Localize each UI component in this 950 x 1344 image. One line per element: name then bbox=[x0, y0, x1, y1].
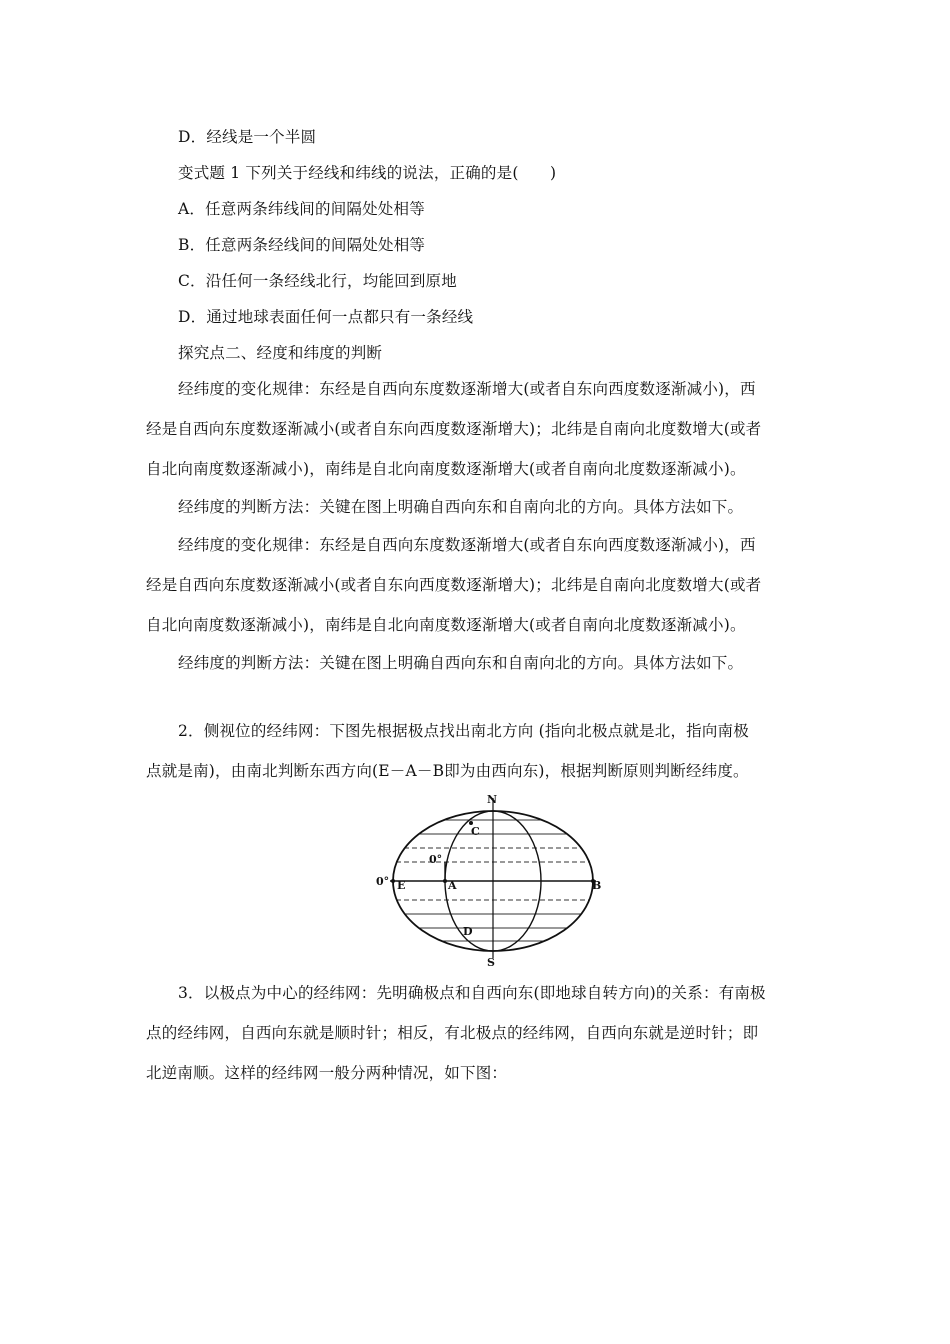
label-0deg-a: 0° bbox=[429, 853, 443, 866]
label-d: D bbox=[463, 925, 473, 938]
para-rule-2-cont2: 自北向南度数逐渐减小)，南纬是自北向南度数逐渐增大(或者自南向北度数逐渐减小)。 bbox=[146, 616, 746, 634]
para-rule-2: 经纬度的变化规律：东经是自西向东度数逐渐增大(或者自东向西度数逐渐减小)，西 bbox=[178, 536, 756, 554]
label-e: E bbox=[397, 879, 406, 892]
para-method-1: 经纬度的判断方法：关键在图上明确自西向东和自南向北的方向。具体方法如下。 bbox=[178, 498, 744, 516]
label-a: A bbox=[448, 879, 457, 892]
para-polar-view-cont2: 北逆南顺。这样的经纬网一般分两种情况，如下图： bbox=[146, 1064, 508, 1082]
line-option-b: B．任意两条经线间的间隔处处相等 bbox=[178, 236, 426, 254]
line-option-a: A．任意两条纬线间的间隔处处相等 bbox=[178, 200, 425, 218]
label-s: S bbox=[487, 956, 495, 969]
para-rule-2-cont: 经是自西向东度数逐渐减小(或者自东向西度数逐渐增大)；北纬是自南向北度数增大(或者 bbox=[146, 576, 762, 594]
para-side-view: 2．侧视位的经纬网：下图先根据极点找出南北方向 (指向北极点就是北，指向南极 bbox=[178, 722, 749, 740]
para-polar-view: 3．以极点为中心的经纬网：先明确极点和自西向东(即地球自转方向)的关系：有南极 bbox=[178, 984, 766, 1002]
line-variant-question: 变式题 1 下列关于经线和纬线的说法，正确的是( ) bbox=[178, 164, 557, 182]
point-e-dot bbox=[391, 879, 395, 883]
para-side-view-cont: 点就是南)，由南北判断东西方向(E－A－B即为由西向东)，根据判断原则判断经纬度。 bbox=[146, 762, 749, 780]
line-option-c: C．沿任何一条经线北行，均能回到原地 bbox=[178, 272, 457, 290]
para-rule-1-cont2: 自北向南度数逐渐减小)，南纬是自北向南度数逐渐增大(或者自南向北度数逐渐减小)。 bbox=[146, 460, 746, 478]
section-heading: 探究点二、经度和纬度的判断 bbox=[178, 344, 383, 362]
para-rule-1: 经纬度的变化规律：东经是自西向东度数逐渐增大(或者自东向西度数逐渐减小)，西 bbox=[178, 380, 756, 398]
line-option-d2: D．通过地球表面任何一点都只有一条经线 bbox=[178, 308, 474, 326]
point-a-dot bbox=[443, 879, 447, 883]
label-c: C bbox=[471, 825, 480, 838]
label-n: N bbox=[487, 793, 498, 806]
para-rule-1-cont: 经是自西向东度数逐渐减小(或者自东向西度数逐渐增大)；北纬是自南向北度数增大(或者 bbox=[146, 420, 762, 438]
line-option-d: D．经线是一个半圆 bbox=[178, 128, 317, 146]
para-polar-view-cont: 点的经纬网，自西向东就是顺时针；相反，有北极点的经纬网，自西向东就是逆时针；即 bbox=[146, 1024, 759, 1042]
label-0deg-e: 0° bbox=[376, 875, 390, 888]
label-b: B bbox=[592, 879, 602, 892]
para-method-2: 经纬度的判断方法：关键在图上明确自西向东和自南向北的方向。具体方法如下。 bbox=[178, 654, 744, 672]
side-view-graticule-figure bbox=[370, 790, 620, 970]
